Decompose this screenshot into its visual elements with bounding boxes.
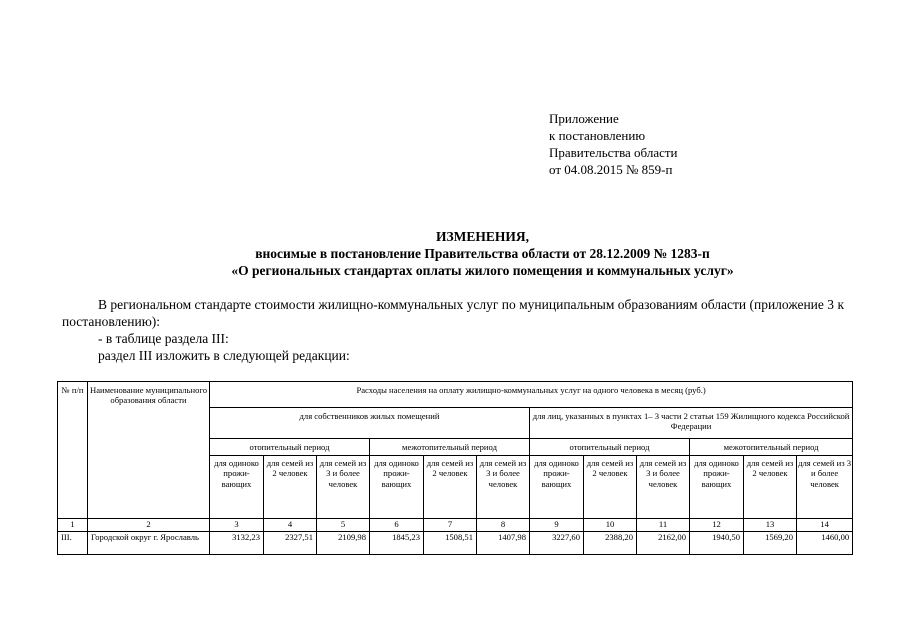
header-family3: для семей из 3 и более человек [797,456,853,519]
expenses-table [57,381,853,555]
header-heating-period: отопительный период [530,439,690,456]
header-interheating-period: межотопительный период [370,439,530,456]
appendix-block [549,110,678,178]
header-family2: для семей из 2 человек [584,456,637,519]
header-name: Наименование муниципального образования области [88,382,210,519]
row-value: 1508,51 [424,532,477,555]
column-number: 4 [264,519,317,532]
column-number: 9 [530,519,584,532]
column-number: 3 [210,519,264,532]
column-number: 1 [58,519,88,532]
column-number-row [58,519,853,532]
column-number: 2 [88,519,210,532]
document-title: ИЗМЕНЕНИЯ, [435,229,529,244]
header-family2: для семей из 2 человек [264,456,317,519]
row-value: 2388,20 [584,532,637,555]
paragraph: раздел III изложить в следующей редакции: [98,348,350,363]
header-interheating-period: межотопительный период [690,439,853,456]
header-single: для одиноко прожи-вающих [530,456,584,519]
appendix-line: Правительства области [549,145,678,160]
column-number: 6 [370,519,424,532]
table-row [58,532,853,555]
row-value: 3132,23 [210,532,264,555]
column-number: 5 [317,519,370,532]
column-number: 8 [477,519,530,532]
document-subtitle: вносимые в постановление Правительства области от 28.12.2009 № 1283-п [255,246,710,261]
header-family3: для семей из 3 и более человек [477,456,530,519]
header-persons: для лиц, указанных в пунктах 1– 3 части 2 статьи 159 Жилищного кодекса Российской Федерации [530,408,853,439]
header-single: для одиноко прожи-вающих [690,456,744,519]
header-heating-period: отопительный период [210,439,370,456]
paragraph: В региональном стандарте стоимости жилищно-коммунальных услуг по муниципальным образованиям области (приложение 3 к постановлению): [62,297,844,329]
column-number: 12 [690,519,744,532]
row-value: 3227,60 [530,532,584,555]
appendix-line: к постановлению [549,128,646,143]
row-value: 2327,51 [264,532,317,555]
document-heading [0,228,905,279]
header-single: для одиноко прожи-вающих [370,456,424,519]
header-family2: для семей из 2 человек [744,456,797,519]
header-family2: для семей из 2 человек [424,456,477,519]
header-expenses: Расходы населения на оплату жилищно-коммунальных услуг на одного человека в месяц (руб.) [210,382,853,408]
appendix-line: Приложение [549,111,619,126]
row-value: 1845,23 [370,532,424,555]
header-single: для одиноко прожи-вающих [210,456,264,519]
row-name: Городской округ г. Ярославль [88,532,210,555]
row-value: 1407,98 [477,532,530,555]
header-owners: для собственников жилых помещений [210,408,530,439]
column-number: 14 [797,519,853,532]
column-number: 7 [424,519,477,532]
column-number: 11 [637,519,690,532]
paragraph: - в таблице раздела III: [98,331,229,346]
header-num: № п/п [58,382,88,519]
row-value: 2109,98 [317,532,370,555]
header-family3: для семей из 3 и более человек [317,456,370,519]
row-value: 1569,20 [744,532,797,555]
column-number: 13 [744,519,797,532]
row-value: 1460,00 [797,532,853,555]
row-num: III. [58,532,88,555]
header-family3: для семей из 3 и более человек [637,456,690,519]
row-value: 2162,00 [637,532,690,555]
document-subtitle: «О региональных стандартах оплаты жилого помещения и коммунальных услуг» [231,263,734,278]
row-value: 1940,50 [690,532,744,555]
column-number: 10 [584,519,637,532]
appendix-date-line: от 04.08.2015 № 859-п [549,162,673,177]
body-text [62,296,844,364]
